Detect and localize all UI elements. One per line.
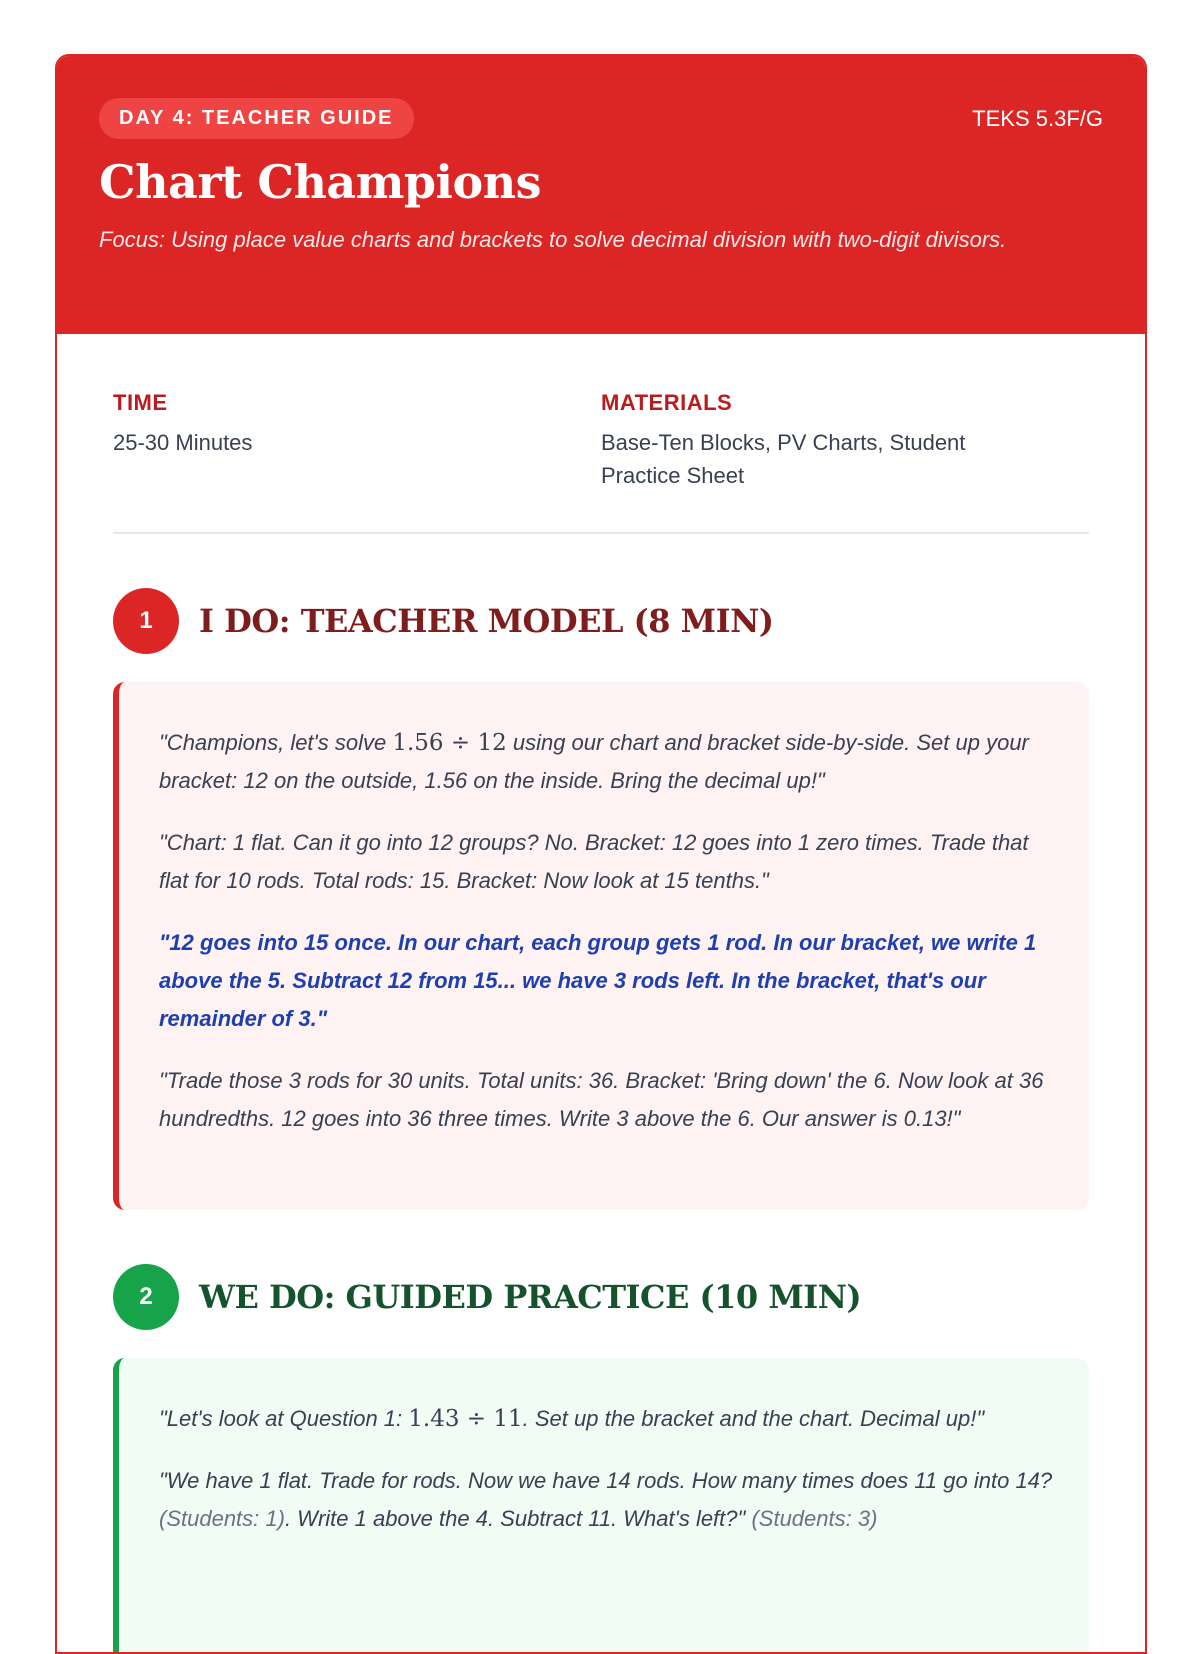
script-text: . Set up the bracket and the chart. Decimal up!" bbox=[522, 1406, 985, 1431]
lesson-meta bbox=[113, 334, 1089, 534]
teks-code: TEKS 5.3F/G bbox=[972, 106, 1103, 131]
script-text: "Let's look at Question 1: bbox=[159, 1406, 409, 1431]
student-response: (Students: 1) bbox=[159, 1506, 285, 1531]
section-heading-we-do bbox=[113, 1264, 1089, 1330]
emphasized-script-paragraph: "12 goes into 15 once. In our chart, each group gets 1 rod. In our bracket, we write 1 above the 5. Subtract 12 from 15... we have 3 rods left. In the bracket, that's our remainder of 3." bbox=[159, 930, 1037, 1031]
time-block bbox=[113, 390, 601, 532]
materials-block bbox=[601, 390, 1089, 532]
lesson-header bbox=[57, 56, 1145, 334]
materials-value: Base-Ten Blocks, PV Charts, Student Practice Sheet bbox=[601, 430, 966, 488]
section-title: I DO: TEACHER MODEL (8 MIN) bbox=[199, 602, 774, 640]
student-response: (Students: 3) bbox=[751, 1506, 878, 1531]
math-expression: 1.56 ÷ 12 bbox=[392, 730, 507, 756]
section-title: WE DO: GUIDED PRACTICE (10 MIN) bbox=[199, 1278, 862, 1316]
script-paragraph: "Trade those 3 rods for 30 units. Total units: 36. Bracket: 'Bring down' the 6. Now look at 36 hundredths. 12 goes into 36 three times. Write 3 above the 6. Our answer is 0.13!" bbox=[159, 1068, 1044, 1131]
script-text: using our chart and bracket side-by-side. Set up your bracket: 12 on the outside, 1.56 on the inside. Bring the decimal up!" bbox=[159, 730, 1029, 793]
materials-label: MATERIALS bbox=[601, 390, 733, 415]
lesson-card bbox=[55, 54, 1147, 1654]
script-paragraph: "Chart: 1 flat. Can it go into 12 groups? No. Bracket: 12 goes into 1 zero times. Trade that flat for 10 rods. Total rods: 15. Bracket: Now look at 15 tenths." bbox=[159, 830, 1029, 893]
page-title: Chart Champions bbox=[99, 155, 542, 209]
script-paragraph bbox=[159, 724, 1053, 800]
time-label: TIME bbox=[113, 390, 168, 415]
lesson-body bbox=[57, 334, 1145, 1654]
script-paragraph bbox=[159, 1400, 1053, 1438]
guided-practice-box bbox=[113, 1358, 1089, 1654]
day-badge: DAY 4: TEACHER GUIDE bbox=[99, 98, 414, 139]
script-paragraph bbox=[159, 1462, 1053, 1538]
math-expression: 1.43 ÷ 11 bbox=[408, 1406, 523, 1432]
section-heading-i-do bbox=[113, 588, 1089, 654]
teacher-script-box bbox=[113, 682, 1089, 1210]
step-number-badge: 2 bbox=[113, 1264, 179, 1330]
script-text: "Champions, let's solve bbox=[159, 730, 393, 755]
time-value: 25-30 Minutes bbox=[113, 430, 253, 455]
script-text: . Write 1 above the 4. Subtract 11. What's left?" bbox=[284, 1506, 752, 1531]
step-number-badge: 1 bbox=[113, 588, 179, 654]
script-text: "We have 1 flat. Trade for rods. Now we have 14 rods. How many times does 11 go into 14? bbox=[159, 1468, 1053, 1493]
focus-statement: Focus: Using place value charts and brackets to solve decimal division with two-digit divisors. bbox=[99, 227, 1007, 252]
